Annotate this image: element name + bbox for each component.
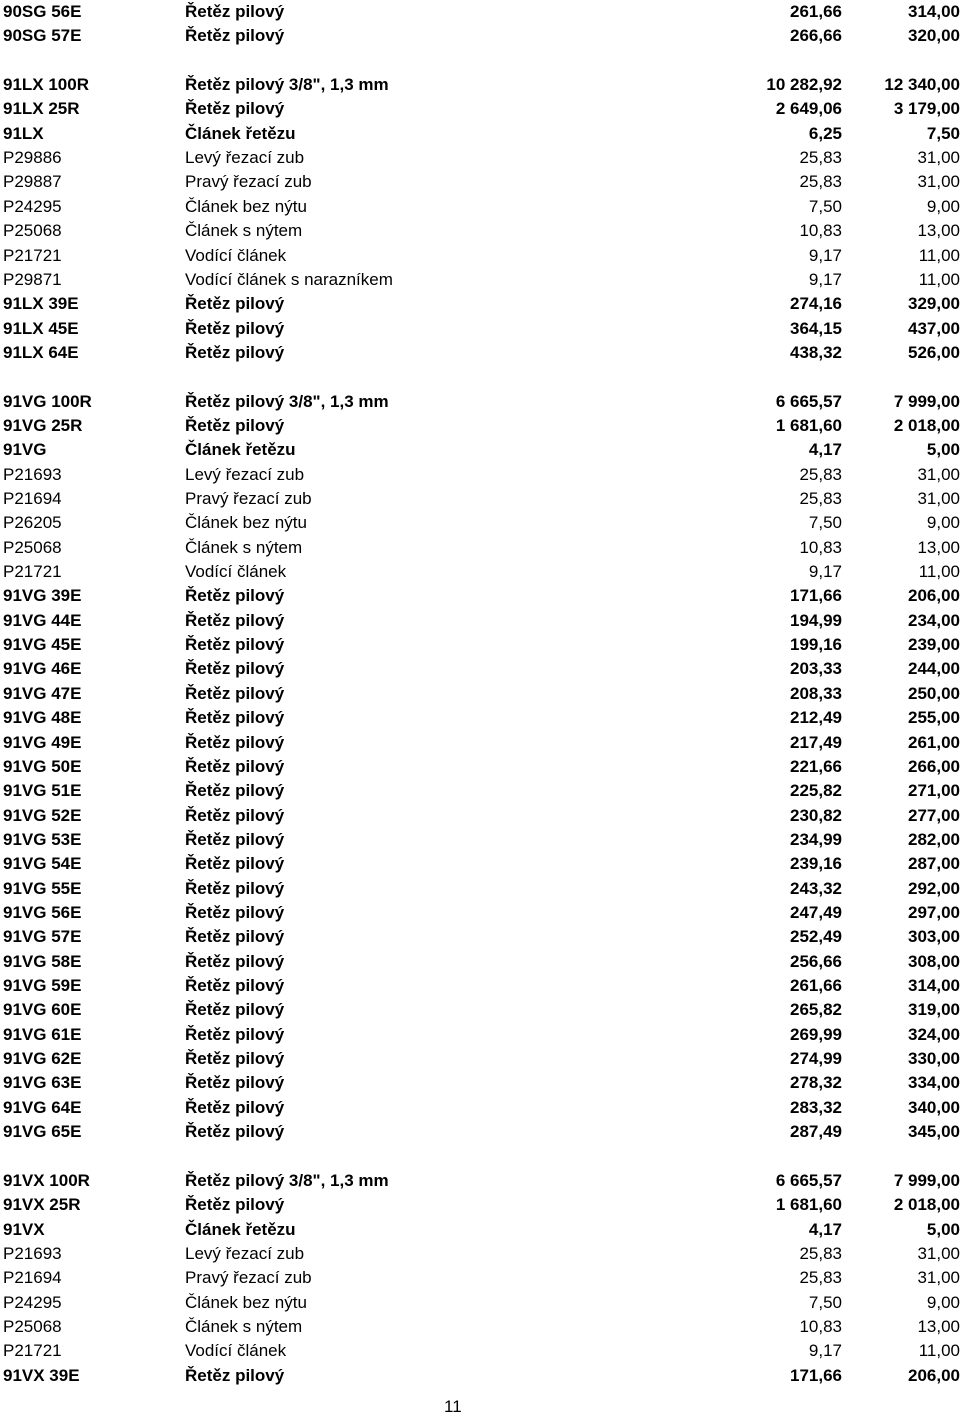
price-with-vat: 239,00 (908, 635, 960, 655)
product-code: P29886 (3, 148, 62, 168)
product-name: Řetěz pilový (185, 415, 285, 435)
product-code: P24295 (3, 196, 62, 216)
product-name: Článek řetězu (185, 440, 296, 460)
product-name: Řetěz pilový (185, 1024, 285, 1044)
product-code: 91LX 25R (3, 99, 80, 119)
table-row (0, 1169, 960, 1193)
product-code: 91VX 39E (3, 1365, 80, 1385)
product-code: 91VG 46E (3, 659, 82, 679)
table-row (0, 828, 960, 852)
price-with-vat: 11,00 (918, 269, 960, 289)
price-without-vat: 247,49 (790, 902, 842, 922)
product-name: Článek bez nýtu (185, 196, 307, 216)
table-row (0, 877, 960, 901)
product-code: P26205 (3, 513, 62, 533)
product-name: Řetěz pilový (185, 635, 285, 655)
price-without-vat: 261,66 (790, 2, 842, 21)
product-name: Levý řezací zub (185, 464, 305, 484)
price-with-vat: 334,00 (908, 1073, 960, 1093)
product-name: Vodící článek (185, 562, 287, 582)
product-name: Řetěz pilový (185, 976, 285, 995)
price-with-vat: 437,00 (908, 318, 960, 338)
table-row (0, 1193, 960, 1217)
table-row (0, 146, 960, 170)
price-with-vat: 11,00 (918, 1341, 960, 1361)
table-row (0, 1096, 960, 1120)
price-with-vat: 277,00 (908, 805, 960, 825)
product-name: Řetěz pilový (185, 1195, 285, 1215)
price-with-vat: 7 999,00 (893, 391, 960, 411)
product-code: 91VG 64E (3, 1097, 82, 1117)
price-without-vat: 278,32 (790, 1073, 842, 1093)
product-code: P21693 (3, 1243, 62, 1263)
price-without-vat: 194,99 (790, 610, 842, 630)
product-code: P21694 (3, 489, 62, 508)
product-code: 91VG 52E (3, 805, 82, 825)
price-with-vat: 287,00 (908, 854, 960, 874)
product-name: Vodící článek s narazníkem (185, 269, 393, 289)
product-code: 91VG 62E (3, 1049, 82, 1069)
product-code: P25068 (3, 1316, 62, 1336)
product-name: Řetěz pilový (185, 708, 285, 728)
price-with-vat: 31,00 (917, 1243, 960, 1263)
table-row (0, 219, 960, 243)
price-without-vat: 1 681,60 (775, 1195, 842, 1215)
price-with-vat: 255,00 (908, 708, 960, 728)
price-with-vat: 345,00 (908, 1122, 960, 1142)
table-row (0, 73, 960, 97)
price-without-vat: 25,83 (799, 464, 842, 484)
table-row (0, 1047, 960, 1071)
product-name: Řetěz pilový 3/8", 1,3 mm (185, 1170, 389, 1190)
price-without-vat: 212,49 (790, 708, 842, 728)
price-without-vat: 6 665,57 (775, 1170, 842, 1190)
product-name: Řetěz pilový (185, 1097, 285, 1117)
table-row (0, 341, 960, 365)
price-without-vat: 438,32 (790, 342, 842, 362)
price-without-vat: 7,50 (808, 1292, 842, 1312)
price-with-vat: 266,00 (908, 756, 960, 776)
price-with-vat: 319,00 (908, 1000, 960, 1020)
product-code: 91LX 45E (3, 318, 79, 338)
price-without-vat: 252,49 (790, 927, 842, 947)
price-with-vat: 340,00 (908, 1097, 960, 1117)
table-row (0, 438, 960, 462)
product-code: 91VG 63E (3, 1073, 82, 1093)
price-without-vat: 25,83 (799, 1243, 842, 1263)
price-without-vat: 225,82 (790, 781, 842, 801)
product-name: Levý řezací zub (185, 1243, 305, 1263)
price-with-vat: 303,00 (908, 927, 960, 947)
product-code: 91LX (3, 123, 44, 143)
product-name: Řetěz pilový (185, 610, 285, 630)
table-row (0, 633, 960, 657)
price-without-vat: 208,33 (790, 683, 842, 703)
table-row (0, 1266, 960, 1290)
product-code: P21721 (3, 1341, 62, 1361)
table-row (0, 390, 960, 414)
price-without-vat: 10,83 (799, 221, 842, 241)
product-name: Řetěz pilový (185, 732, 285, 752)
table-row (0, 97, 960, 121)
product-name: Vodící článek (185, 245, 287, 265)
product-name: Řetěz pilový (185, 294, 285, 314)
table-row (0, 657, 960, 681)
table-row (0, 317, 960, 341)
price-with-vat: 13,00 (917, 1316, 960, 1336)
product-name: Řetěz pilový (185, 781, 285, 801)
table-row (0, 511, 960, 535)
price-without-vat: 221,66 (790, 756, 842, 776)
product-code: 91VG 56E (3, 902, 82, 922)
price-with-vat: 3 179,00 (893, 99, 960, 119)
product-code: 91VG 51E (3, 781, 82, 801)
table-row (0, 584, 960, 608)
product-code: 91VG 61E (3, 1024, 82, 1044)
product-name: Řetěz pilový (185, 1000, 285, 1020)
price-with-vat: 31,00 (917, 464, 960, 484)
price-with-vat: 31,00 (917, 172, 960, 192)
table-row (0, 195, 960, 219)
price-with-vat: 250,00 (908, 683, 960, 703)
price-without-vat: 234,99 (790, 829, 842, 849)
product-name: Řetěz pilový (185, 927, 285, 947)
product-code: 91VG 47E (3, 683, 82, 703)
product-name: Levý řezací zub (185, 148, 305, 168)
price-with-vat: 11,00 (918, 245, 960, 265)
table-row (0, 974, 960, 998)
price-with-vat: 2 018,00 (893, 1195, 960, 1215)
price-with-vat: 297,00 (908, 902, 960, 922)
price-without-vat: 256,66 (790, 951, 842, 971)
product-name: Řetěz pilový (185, 951, 285, 971)
price-without-vat: 9,17 (808, 1341, 842, 1361)
product-name: Řetěz pilový (185, 659, 285, 679)
price-without-vat: 7,50 (808, 513, 842, 533)
price-with-vat: 308,00 (908, 951, 960, 971)
price-with-vat: 271,00 (908, 781, 960, 801)
table-row (0, 779, 960, 803)
price-with-vat: 11,00 (918, 562, 960, 582)
price-with-vat: 13,00 (917, 221, 960, 241)
product-name: Řetěz pilový 3/8", 1,3 mm (185, 391, 389, 411)
price-with-vat: 314,00 (908, 976, 960, 995)
price-without-vat: 2 649,06 (775, 99, 842, 119)
price-without-vat: 266,66 (790, 26, 842, 46)
price-without-vat: 25,83 (799, 172, 842, 192)
price-with-vat: 5,00 (926, 1219, 960, 1239)
product-code: P29887 (3, 172, 62, 192)
product-code: 91LX 100R (3, 75, 89, 95)
product-code: 91VG (3, 440, 47, 460)
table-row (0, 998, 960, 1022)
price-without-vat: 9,17 (808, 562, 842, 582)
table-row (0, 414, 960, 438)
product-code: 91VG 49E (3, 732, 82, 752)
product-code: 91VG 50E (3, 756, 82, 776)
table-row (0, 463, 960, 487)
price-with-vat: 7 999,00 (893, 1170, 960, 1190)
table-row (0, 292, 960, 316)
price-without-vat: 203,33 (790, 659, 842, 679)
price-without-vat: 25,83 (799, 489, 842, 508)
price-with-vat: 329,00 (908, 294, 960, 314)
price-without-vat: 7,50 (808, 196, 842, 216)
table-row (0, 122, 960, 146)
price-with-vat: 9,00 (926, 1292, 960, 1312)
product-code: P29871 (3, 269, 62, 289)
price-without-vat: 171,66 (790, 586, 842, 606)
table-row (0, 1315, 960, 1339)
price-with-vat: 31,00 (917, 489, 960, 508)
table-row (0, 925, 960, 949)
table-row (0, 244, 960, 268)
product-code: P21721 (3, 562, 62, 582)
table-row (0, 1364, 960, 1388)
product-code: 91VG 25R (3, 415, 83, 435)
product-code: 91VG 44E (3, 610, 82, 630)
price-with-vat: 13,00 (917, 537, 960, 557)
product-code: 91VG 39E (3, 586, 82, 606)
product-name: Řetěz pilový (185, 2, 285, 21)
table-row (0, 852, 960, 876)
price-without-vat: 274,16 (790, 294, 842, 314)
product-name: Řetěz pilový (185, 26, 285, 46)
price-without-vat: 243,32 (790, 878, 842, 898)
product-name: Článek s nýtem (185, 537, 303, 557)
price-without-vat: 217,49 (790, 732, 842, 752)
table-row (0, 268, 960, 292)
table-row (0, 487, 960, 511)
product-code: 91LX 64E (3, 342, 79, 362)
product-name: Článek bez nýtu (185, 513, 307, 533)
price-without-vat: 25,83 (799, 1268, 842, 1288)
price-without-vat: 4,17 (808, 1219, 842, 1239)
table-row (0, 1291, 960, 1315)
product-code: 91VG 48E (3, 708, 82, 728)
product-name: Řetěz pilový (185, 829, 285, 849)
price-without-vat: 6 665,57 (775, 391, 842, 411)
product-name: Vodící článek (185, 1341, 287, 1361)
product-code: 91VG 45E (3, 635, 82, 655)
price-without-vat: 9,17 (808, 269, 842, 289)
product-code: 91VG 59E (3, 976, 82, 995)
price-with-vat: 31,00 (917, 1268, 960, 1288)
price-with-vat: 282,00 (908, 829, 960, 849)
product-code: 91VG 58E (3, 951, 82, 971)
price-with-vat: 31,00 (917, 148, 960, 168)
price-with-vat: 324,00 (908, 1024, 960, 1044)
product-code: 91VX 25R (3, 1195, 81, 1215)
price-with-vat: 9,00 (926, 513, 960, 533)
price-without-vat: 10,83 (799, 1316, 842, 1336)
table-row (0, 536, 960, 560)
product-name: Řetěz pilový (185, 683, 285, 703)
table-row (0, 755, 960, 779)
price-with-vat: 314,00 (908, 2, 960, 21)
product-name: Řetěz pilový (185, 902, 285, 922)
price-without-vat: 9,17 (808, 245, 842, 265)
table-row (0, 170, 960, 194)
product-code: 91VG 54E (3, 854, 82, 874)
table-row (0, 804, 960, 828)
product-name: Pravý řezací zub (185, 172, 312, 192)
price-without-vat: 274,99 (790, 1049, 842, 1069)
product-name: Článek s nýtem (185, 1316, 303, 1336)
product-code: P21721 (3, 245, 62, 265)
product-name: Řetěz pilový (185, 1049, 285, 1069)
price-with-vat: 261,00 (908, 732, 960, 752)
price-with-vat: 292,00 (908, 878, 960, 898)
product-code: P21694 (3, 1268, 62, 1288)
table-row (0, 1071, 960, 1095)
table-row (0, 1023, 960, 1047)
table-row (0, 560, 960, 584)
product-code: P24295 (3, 1292, 62, 1312)
price-without-vat: 283,32 (790, 1097, 842, 1117)
product-code: 91VG 65E (3, 1122, 82, 1142)
product-code: 91LX 39E (3, 294, 79, 314)
price-with-vat: 7,50 (926, 123, 960, 143)
price-without-vat: 230,82 (790, 805, 842, 825)
table-row (0, 682, 960, 706)
product-code: 90SG 56E (3, 2, 82, 21)
product-code: 91VG 53E (3, 829, 82, 849)
product-code: 91VG 60E (3, 1000, 82, 1020)
page-number: 11 (444, 1397, 462, 1416)
product-name: Pravý řezací zub (185, 1268, 312, 1288)
product-name: Řetěz pilový (185, 805, 285, 825)
product-name: Článek bez nýtu (185, 1292, 307, 1312)
product-name: Řetěz pilový (185, 1365, 285, 1385)
price-with-vat: 206,00 (908, 586, 960, 606)
table-row (0, 950, 960, 974)
product-code: 90SG 57E (3, 26, 82, 46)
product-name: Řetěz pilový (185, 99, 285, 119)
product-name: Řetěz pilový (185, 586, 285, 606)
product-name: Článek řetězu (185, 1219, 296, 1239)
table-row (0, 901, 960, 925)
product-code: P21693 (3, 464, 62, 484)
price-without-vat: 199,16 (790, 635, 842, 655)
product-code: P25068 (3, 537, 62, 557)
product-name: Článek s nýtem (185, 221, 303, 241)
product-name: Řetěz pilový (185, 1122, 285, 1142)
price-without-vat: 287,49 (790, 1122, 842, 1142)
price-without-vat: 265,82 (790, 1000, 842, 1020)
table-row (0, 24, 960, 48)
table-row (0, 1218, 960, 1242)
price-with-vat: 9,00 (926, 196, 960, 216)
table-row (0, 0, 960, 24)
table-row (0, 1120, 960, 1144)
product-name: Řetěz pilový (185, 878, 285, 898)
product-name: Pravý řezací zub (185, 489, 312, 508)
price-with-vat: 5,00 (926, 440, 960, 460)
price-without-vat: 10,83 (799, 537, 842, 557)
price-without-vat: 4,17 (808, 440, 842, 460)
product-name: Řetěz pilový 3/8", 1,3 mm (185, 75, 389, 95)
product-code: 91VG 57E (3, 927, 82, 947)
price-without-vat: 6,25 (808, 123, 842, 143)
product-code: 91VX (3, 1219, 45, 1239)
product-code: 91VG 100R (3, 391, 92, 411)
price-without-vat: 269,99 (790, 1024, 842, 1044)
product-code: 91VG 55E (3, 878, 82, 898)
price-with-vat: 234,00 (908, 610, 960, 630)
table-row (0, 609, 960, 633)
table-row (0, 731, 960, 755)
product-code: P25068 (3, 221, 62, 241)
product-name: Článek řetězu (185, 123, 296, 143)
price-with-vat: 320,00 (908, 26, 960, 46)
price-without-vat: 171,66 (790, 1365, 842, 1385)
price-without-vat: 1 681,60 (775, 415, 842, 435)
table-row (0, 1242, 960, 1266)
price-with-vat: 206,00 (908, 1365, 960, 1385)
price-without-vat: 25,83 (799, 148, 842, 168)
product-code: 91VX 100R (3, 1170, 90, 1190)
price-with-vat: 330,00 (908, 1049, 960, 1069)
product-name: Řetěz pilový (185, 756, 285, 776)
product-name: Řetěz pilový (185, 1073, 285, 1093)
table-row (0, 1339, 960, 1363)
product-name: Řetěz pilový (185, 854, 285, 874)
price-with-vat: 12 340,00 (884, 75, 960, 95)
price-without-vat: 10 282,92 (766, 75, 842, 95)
table-row (0, 706, 960, 730)
price-with-vat: 526,00 (908, 342, 960, 362)
price-without-vat: 239,16 (790, 854, 842, 874)
price-with-vat: 244,00 (908, 659, 960, 679)
price-with-vat: 2 018,00 (893, 415, 960, 435)
product-name: Řetěz pilový (185, 318, 285, 338)
price-without-vat: 261,66 (790, 976, 842, 995)
product-name: Řetěz pilový (185, 342, 285, 362)
price-without-vat: 364,15 (790, 318, 842, 338)
